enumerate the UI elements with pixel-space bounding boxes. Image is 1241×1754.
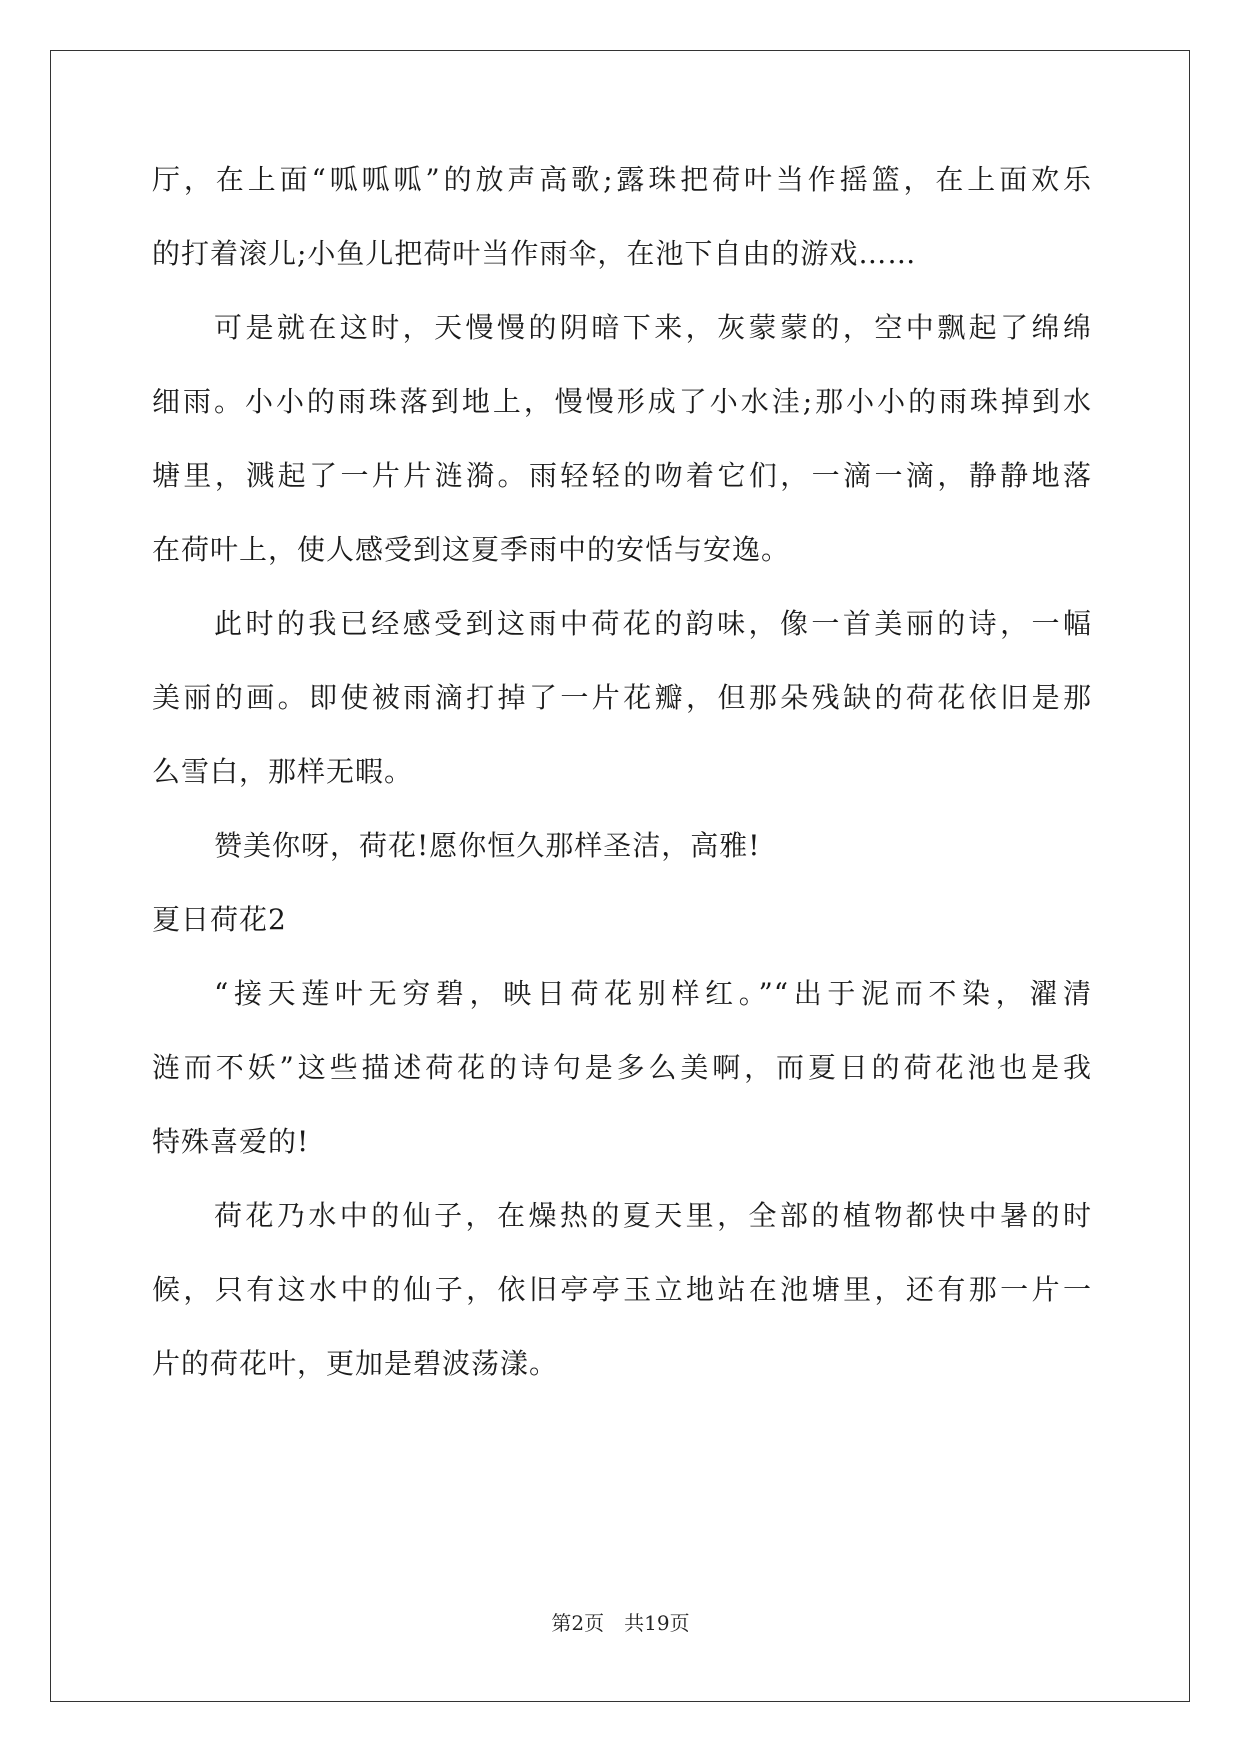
section-heading: 夏日荷花2	[152, 903, 287, 936]
text-line: “接天莲叶无穷碧，映日荷花别样红。”“出于泥而不染，濯清	[214, 977, 1092, 1010]
text-line: 么雪白，那样无暇。	[152, 755, 414, 788]
text-line: 可是就在这时，天慢慢的阴暗下来，灰蒙蒙的，空中飘起了绵绵	[214, 311, 1092, 344]
text-line: 细雨。小小的雨珠落到地上，慢慢形成了小水洼;那小小的雨珠掉到水	[152, 385, 1092, 418]
text-line: 涟而不妖”这些描述荷花的诗句是多么美啊，而夏日的荷花池也是我	[152, 1051, 1092, 1084]
text-line: 厅，在上面“呱呱呱”的放声高歌;露珠把荷叶当作摇篮，在上面欢乐	[152, 163, 1092, 196]
text-line: 片的荷花叶，更加是碧波荡漾。	[152, 1347, 559, 1380]
text-line: 的打着滚儿;小鱼儿把荷叶当作雨伞，在池下自由的游戏……	[152, 237, 917, 270]
page-number-footer: 第2页 共19页	[551, 1611, 690, 1635]
text-line: 特殊喜爱的!	[152, 1125, 310, 1158]
text-line: 赞美你呀，荷花!愿你恒久那样圣洁，高雅!	[214, 829, 761, 862]
text-line: 美丽的画。即使被雨滴打掉了一片花瓣，但那朵残缺的荷花依旧是那	[152, 681, 1092, 714]
text-line: 此时的我已经感受到这雨中荷花的韵味，像一首美丽的诗，一幅	[214, 607, 1092, 640]
text-line: 候，只有这水中的仙子，依旧亭亭玉立地站在池塘里，还有那一片一	[152, 1273, 1092, 1306]
text-line: 荷花乃水中的仙子，在燥热的夏天里，全部的植物都快中暑的时	[214, 1199, 1092, 1232]
text-line: 在荷叶上，使人感受到这夏季雨中的安恬与安逸。	[152, 533, 791, 566]
page-frame	[50, 50, 1190, 1702]
text-line: 塘里，溅起了一片片涟漪。雨轻轻的吻着它们，一滴一滴，静静地落	[152, 459, 1092, 492]
